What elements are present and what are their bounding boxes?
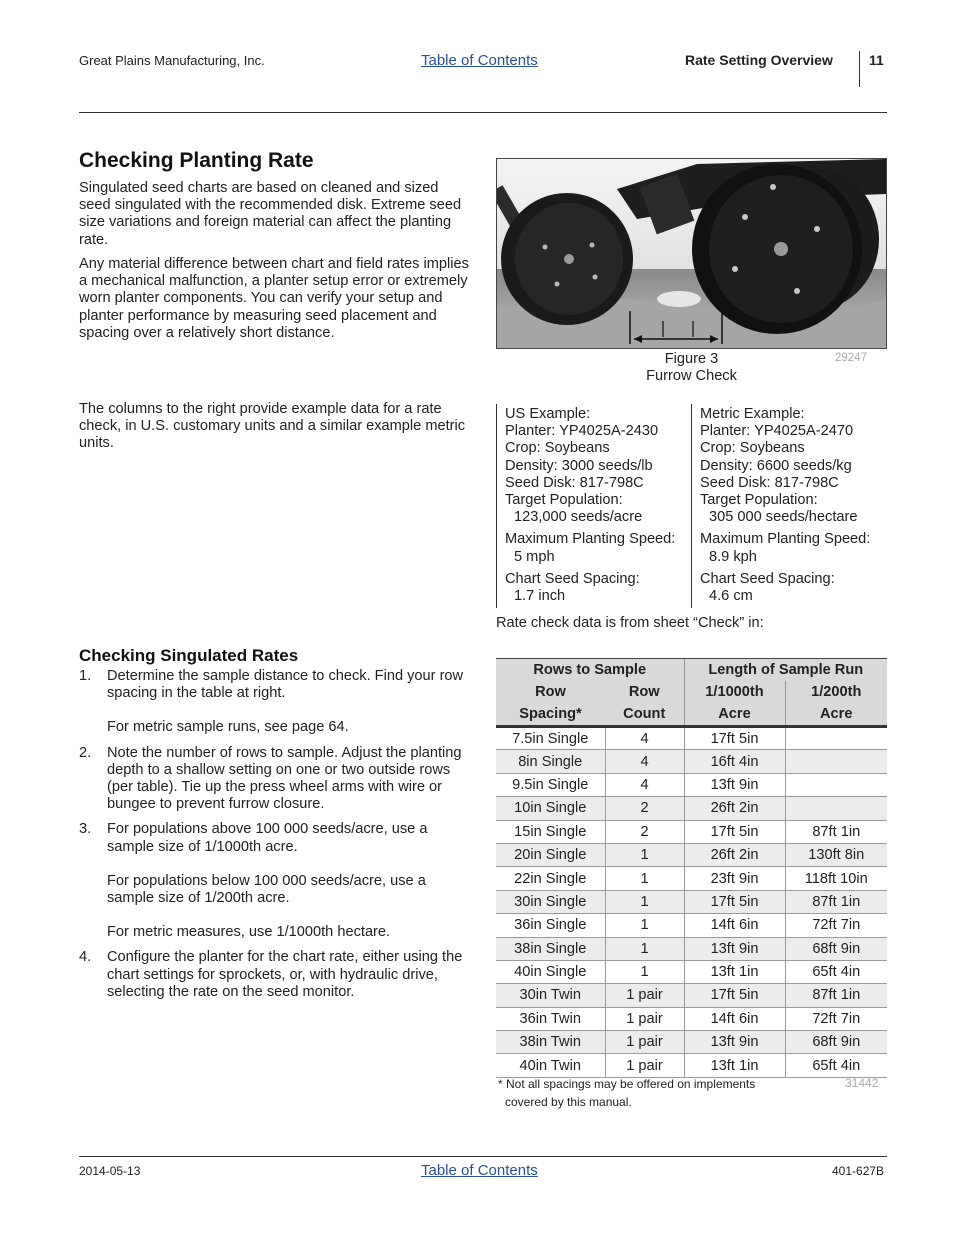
table-cell: 14ft 6in bbox=[684, 914, 785, 937]
figure-ref-number: 29247 bbox=[835, 352, 867, 364]
table-cell: 72ft 7in bbox=[785, 914, 887, 937]
step-4 bbox=[79, 949, 471, 1001]
step-2 bbox=[79, 745, 471, 814]
table-cell bbox=[785, 750, 887, 773]
table-cell: 1 pair bbox=[605, 1007, 684, 1030]
header-length-of-run: Length of Sample Run bbox=[684, 659, 887, 682]
table-cell: 1 bbox=[605, 867, 684, 890]
table-cell bbox=[785, 727, 887, 750]
table-cell: 38in Twin bbox=[496, 1031, 605, 1054]
header-1000th: 1/1000th bbox=[684, 681, 785, 703]
table-cell: 17ft 5in bbox=[684, 727, 785, 750]
header-rule bbox=[79, 112, 887, 113]
page-number: 11 bbox=[869, 52, 884, 68]
table-cell: 65ft 4in bbox=[785, 960, 887, 983]
header-row-count-2: Count bbox=[605, 703, 684, 727]
table-cell: 36in Twin bbox=[496, 1007, 605, 1030]
table-cell: 1 bbox=[605, 937, 684, 960]
step-subtext: For populations below 100 000 seeds/acre, use a sample size of 1/200th acre. bbox=[107, 872, 426, 907]
intro-paragraph-2: Any material difference between chart and field rates implies a mechanical malfunction, a planter setup error or extremely worn planter components. You can verify your setup and planter performance by measuring seed placement and spacing over a relatively short distance. bbox=[79, 256, 469, 341]
table-cell: 1 pair bbox=[605, 984, 684, 1007]
step-number: 1. bbox=[79, 668, 92, 684]
table-cell: 1 pair bbox=[605, 1054, 684, 1077]
metric-example-density: Density: 6600 seeds/kg bbox=[700, 457, 852, 474]
table-cell: 10in Single bbox=[496, 797, 605, 820]
table-cell: 130ft 8in bbox=[785, 843, 887, 866]
us-example-density: Density: 3000 seeds/lb bbox=[505, 457, 653, 474]
table-cell: 14ft 6in bbox=[684, 1007, 785, 1030]
table-cell: 23ft 9in bbox=[684, 867, 785, 890]
metric-example-target-label: Target Population: bbox=[700, 492, 818, 509]
table-cell: 13ft 1in bbox=[684, 1054, 785, 1077]
table-cell: 26ft 2in bbox=[684, 843, 785, 866]
table-cell: 2 bbox=[605, 820, 684, 843]
furrow-check-figure bbox=[496, 158, 887, 349]
step-subtext: For metric measures, use 1/1000th hectare. bbox=[107, 924, 391, 941]
table-cell: 30in Twin bbox=[496, 984, 605, 1007]
table-cell: 7.5in Single bbox=[496, 727, 605, 750]
table-row bbox=[496, 820, 887, 843]
step-number: 3. bbox=[79, 821, 92, 838]
step-subtext: For metric sample runs, see page 64. bbox=[107, 719, 349, 736]
metric-example-speed-label: Maximum Planting Speed: bbox=[700, 531, 871, 548]
table-cell: 68ft 9in bbox=[785, 1031, 887, 1054]
table-cell: 40in Single bbox=[496, 960, 605, 983]
table-cell: 13ft 9in bbox=[684, 773, 785, 796]
step-text: For populations above 100 000 seeds/acre, use a sample size of 1/1000th acre. bbox=[107, 821, 428, 855]
us-example bbox=[505, 406, 675, 605]
table-cell bbox=[785, 773, 887, 796]
metric-example-speed-value: 8.9 kph bbox=[709, 548, 757, 565]
metric-example-spacing-label: Chart Seed Spacing: bbox=[700, 570, 835, 587]
toc-link-top[interactable]: Table of Contents bbox=[421, 52, 538, 69]
figure-title: Furrow Check bbox=[646, 368, 737, 384]
header-row-spacing-2: Spacing* bbox=[496, 703, 605, 727]
table-cell: 4 bbox=[605, 750, 684, 773]
us-example-target-label: Target Population: bbox=[505, 492, 623, 509]
step-number: 2. bbox=[79, 744, 92, 761]
table-cell: 1 pair bbox=[605, 1031, 684, 1054]
intro-paragraph-3: The columns to the right provide example data for a rate check, in U.S. customary units and a similar example metric units. bbox=[79, 401, 466, 452]
table-cell: 118ft 10in bbox=[785, 867, 887, 890]
footnote-line-2: covered by this manual. bbox=[505, 1095, 632, 1109]
intro-paragraph-1: Singulated seed charts are based on cleaned and sized seed singulated with the recommended disk. Extreme seed size variations and foreign material can affect the planting rate. bbox=[79, 180, 462, 248]
sample-run-table bbox=[496, 658, 887, 1078]
table-row bbox=[496, 960, 887, 983]
table-footnote bbox=[498, 1075, 755, 1111]
table-cell bbox=[785, 797, 887, 820]
metric-example-seed-disk: Seed Disk: 817-798C bbox=[700, 474, 839, 491]
table-cell: 65ft 4in bbox=[785, 1054, 887, 1077]
footer-date: 2014-05-13 bbox=[79, 1164, 141, 1178]
section-heading-singulated: Checking Singulated Rates bbox=[79, 646, 299, 665]
table-cell: 4 bbox=[605, 773, 684, 796]
page-title: Checking Planting Rate bbox=[79, 149, 314, 172]
table-cell: 87ft 1in bbox=[785, 820, 887, 843]
header-row-count: Row bbox=[605, 681, 684, 703]
table-row bbox=[496, 797, 887, 820]
header-200th: 1/200th bbox=[785, 681, 887, 703]
table-row bbox=[496, 773, 887, 796]
table-row bbox=[496, 1054, 887, 1077]
footer-doc-number: 401-627B bbox=[832, 1164, 885, 1178]
metric-example-spacing-value: 4.6 cm bbox=[709, 588, 753, 605]
table-cell: 2 bbox=[605, 797, 684, 820]
table-cell: 13ft 1in bbox=[684, 960, 785, 983]
us-example-spacing-label: Chart Seed Spacing: bbox=[505, 570, 640, 587]
us-example-target-value: 123,000 seeds/acre bbox=[514, 509, 643, 526]
table-row bbox=[496, 867, 887, 890]
table-cell: 87ft 1in bbox=[785, 984, 887, 1007]
metric-example-crop: Crop: Soybeans bbox=[700, 440, 805, 457]
table-row bbox=[496, 1031, 887, 1054]
metric-example-planter: Planter: YP4025A-2470 bbox=[700, 423, 854, 440]
header-200th-2: Acre bbox=[785, 703, 887, 727]
table-row bbox=[496, 984, 887, 1007]
table-row bbox=[496, 843, 887, 866]
table-cell: 9.5in Single bbox=[496, 773, 605, 796]
us-example-seed-disk: Seed Disk: 817-798C bbox=[505, 474, 644, 491]
metric-example-heading: Metric Example: bbox=[700, 406, 805, 422]
step-1 bbox=[79, 668, 471, 737]
table-cell: 13ft 9in bbox=[684, 937, 785, 960]
table-row bbox=[496, 727, 887, 750]
table-cell: 1 bbox=[605, 960, 684, 983]
step-3 bbox=[79, 821, 471, 941]
table-cell: 36in Single bbox=[496, 914, 605, 937]
table-row bbox=[496, 914, 887, 937]
table-cell: 1 bbox=[605, 914, 684, 937]
table-row bbox=[496, 937, 887, 960]
table-cell: 4 bbox=[605, 727, 684, 750]
step-number: 4. bbox=[79, 949, 92, 966]
metric-example bbox=[700, 406, 870, 605]
step-text: Determine the sample distance to check. Find your row spacing in the table at right. bbox=[107, 668, 464, 702]
metric-example-left-rule bbox=[691, 404, 692, 608]
footer-rule bbox=[79, 1156, 887, 1157]
header-1000th-2: Acre bbox=[684, 703, 785, 727]
header-divider bbox=[859, 51, 860, 87]
table-cell: 87ft 1in bbox=[785, 890, 887, 913]
table-row bbox=[496, 750, 887, 773]
toc-link-bottom[interactable]: Table of Contents bbox=[421, 1162, 538, 1179]
table-cell: 68ft 9in bbox=[785, 937, 887, 960]
table-cell: 17ft 5in bbox=[684, 820, 785, 843]
company-name: Great Plains Manufacturing, Inc. bbox=[79, 53, 265, 68]
table-cell: 72ft 7in bbox=[785, 1007, 887, 1030]
table-row bbox=[496, 890, 887, 913]
table-cell: 22in Single bbox=[496, 867, 605, 890]
step-text: Configure the planter for the chart rate, either using the chart settings for sprockets, or, with hydraulic drive, selecting the rate on the seed monitor. bbox=[107, 949, 463, 1000]
us-example-speed-label: Maximum Planting Speed: bbox=[505, 531, 676, 548]
table-cell: 1 bbox=[605, 890, 684, 913]
table-cell: 8in Single bbox=[496, 750, 605, 773]
footnote-line-1: * Not all spacings may be offered on implements bbox=[498, 1077, 756, 1091]
table-cell: 17ft 5in bbox=[684, 890, 785, 913]
us-example-spacing-value: 1.7 inch bbox=[514, 588, 566, 605]
metric-example-target-value: 305 000 seeds/hectare bbox=[709, 509, 858, 526]
table-cell: 16ft 4in bbox=[684, 750, 785, 773]
table-cell: 38in Single bbox=[496, 937, 605, 960]
table-cell: 26ft 2in bbox=[684, 797, 785, 820]
table-cell: 15in Single bbox=[496, 820, 605, 843]
table-cell: 13ft 9in bbox=[684, 1031, 785, 1054]
section-title: Rate Setting Overview bbox=[685, 52, 833, 68]
steps-list bbox=[79, 668, 471, 1009]
header-row-spacing: Row bbox=[496, 681, 605, 703]
figure-caption bbox=[496, 351, 887, 385]
step-text: Note the number of rows to sample. Adjust the planting depth to a shallow setting on one or two outside rows (per table). Tie up the press wheel arms with wire or bungee to prevent furrow closure. bbox=[107, 744, 462, 813]
table-cell: 40in Twin bbox=[496, 1054, 605, 1077]
us-example-left-rule bbox=[496, 404, 497, 608]
table-cell: 1 bbox=[605, 843, 684, 866]
us-example-heading: US Example: bbox=[505, 406, 591, 422]
figure-label: Figure 3 bbox=[664, 351, 719, 367]
us-example-speed-value: 5 mph bbox=[514, 548, 555, 565]
header-rows-to-sample: Rows to Sample bbox=[496, 659, 684, 682]
table-cell: 20in Single bbox=[496, 843, 605, 866]
us-example-planter: Planter: YP4025A-2430 bbox=[505, 423, 659, 440]
table-row bbox=[496, 1007, 887, 1030]
table-cell: 17ft 5in bbox=[684, 984, 785, 1007]
furrow-check-photo bbox=[497, 159, 886, 348]
rate-check-note: Rate check data is from sheet “Check” in: bbox=[496, 615, 764, 631]
table-body bbox=[496, 727, 887, 1078]
table-ref-number: 31442 bbox=[845, 1076, 879, 1090]
table-cell: 30in Single bbox=[496, 890, 605, 913]
us-example-crop: Crop: Soybeans bbox=[505, 440, 610, 457]
